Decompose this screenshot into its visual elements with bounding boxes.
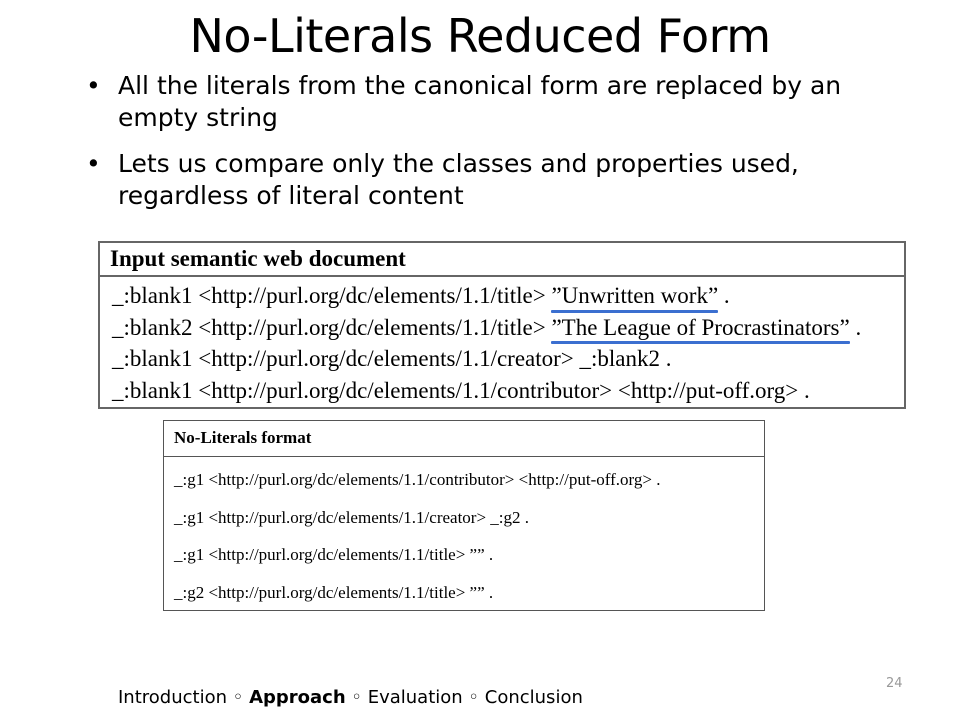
nav-conclusion: Conclusion bbox=[484, 687, 583, 708]
triple-line bbox=[112, 343, 904, 375]
triple-line bbox=[112, 375, 904, 407]
triple-text: _:blank1 <http://purl.org/dc/elements/1.1/creator> _:blank2 . bbox=[112, 346, 672, 371]
bullet-icon: • bbox=[86, 71, 101, 100]
input-document-heading: Input semantic web document bbox=[100, 243, 904, 277]
no-literals-heading: No-Literals format bbox=[164, 421, 764, 457]
bullet-icon: • bbox=[86, 149, 101, 178]
bullet-list bbox=[84, 70, 914, 226]
nav-separator: ◦ bbox=[345, 687, 368, 708]
nav-evaluation: Evaluation bbox=[367, 687, 463, 708]
footer-navigation bbox=[118, 685, 583, 711]
no-literals-box bbox=[163, 420, 765, 611]
highlighted-literal: ”The League of Procrastinators” bbox=[551, 312, 849, 344]
triple-line bbox=[112, 280, 904, 312]
input-document-box bbox=[98, 241, 906, 409]
triple-suffix: . bbox=[849, 314, 862, 340]
bullet-text: Lets us compare only the classes and properties used, regardless of literal content bbox=[118, 149, 799, 210]
highlighted-literal: ”Unwritten work” bbox=[551, 280, 718, 312]
slide-title: No-Literals Reduced Form bbox=[189, 9, 771, 63]
page-number: 24 bbox=[886, 676, 903, 691]
triple-suffix: . bbox=[718, 283, 730, 308]
bullet-item bbox=[84, 148, 914, 212]
triple-text: _:blank1 <http://purl.org/dc/elements/1.1/contributor> <http://put-off.org> . bbox=[112, 377, 810, 403]
nav-introduction: Introduction bbox=[118, 687, 228, 708]
nav-approach-current: Approach bbox=[249, 687, 346, 708]
reduced-triple-line: _:g1 <http://purl.org/dc/elements/1.1/title> ”” . bbox=[174, 545, 494, 564]
no-literals-lines bbox=[164, 457, 764, 611]
triple-line bbox=[112, 312, 904, 344]
triple-text: _:blank1 <http://purl.org/dc/elements/1.1/title> bbox=[112, 283, 552, 308]
reduced-triple-line: _:g1 <http://purl.org/dc/elements/1.1/contributor> <http://put-off.org> . bbox=[174, 470, 661, 489]
nav-separator: ◦ bbox=[462, 687, 485, 708]
reduced-triple-line: _:g1 <http://purl.org/dc/elements/1.1/creator> _:g2 . bbox=[174, 507, 530, 527]
bullet-item bbox=[84, 70, 914, 134]
bullet-text: All the literals from the canonical form are replaced by an empty string bbox=[118, 71, 842, 132]
nav-separator: ◦ bbox=[227, 687, 250, 708]
reduced-triple-line: _:g2 <http://purl.org/dc/elements/1.1/title> ”” . bbox=[174, 582, 494, 602]
input-document-lines bbox=[100, 277, 904, 406]
triple-text: _:blank2 <http://purl.org/dc/elements/1.1/title> bbox=[112, 314, 552, 340]
